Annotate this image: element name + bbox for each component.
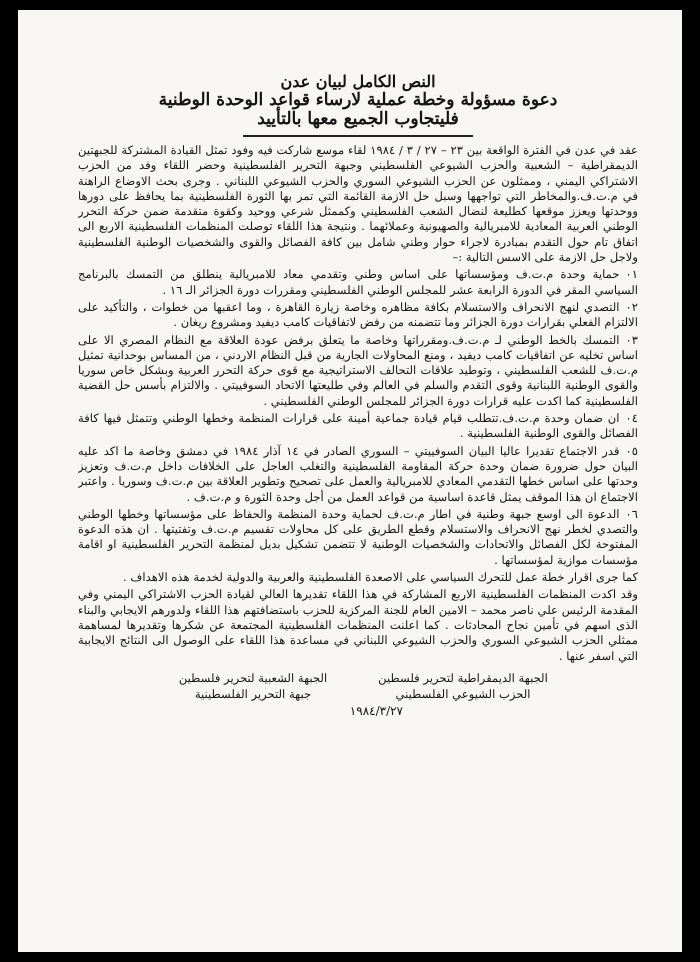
item-text: التصدي لنهج الانحراف والاستسلام بكافة مظاهره وخاصة زيارة القاهرة ، وما اعقبها من خطوات ، والتأكيد على الالتزام الفعلي بقرارات دورة الجزائر وما تتضمنه من رفض لاتفاقيات كامب ديفيد ومشروع ريغان . xyxy=(78,299,638,330)
list-item xyxy=(78,411,638,442)
signatory: جبهة التحرير الفلسطينية xyxy=(194,686,312,701)
header-divider xyxy=(243,135,473,137)
signatories xyxy=(158,670,558,702)
list-item xyxy=(78,267,638,298)
item-number: ٠٢ xyxy=(625,299,638,314)
item-text: قدر الاجتماع تقديرا عاليا البيان السوفييتي – السوري الصادر في ١٤ آذار ١٩٨٤ في دمشق وخاصة ما اكد عليه البيان حول ضرورة ضمان وحدة حركة المقاومة الفلسطينية والتغلب العاجل على الخلافات داخل م.ت.ف وتعزيز وحدتها على اساس خطها التقدمي المعادي للامبريالية والعمل على تصحيح وتطوير العلاقة بين م.ت.ف وسوريا . واعتبر الاجتماع ان هذا الموقف يمثل قاعدة اساسية من قواعد العمل من أجل وحدة الثورة و م.ت.ف . xyxy=(78,443,638,504)
closing-paragraph: وقد اكدت المنظمات الفلسطينية الاربع المشاركة في هذا اللقاء تقديرها العالي لقيادة الحزب الاشتراكي اليمني وفي المقدمة الرئيس علي ناصر محمد – الامين العام للجنة المركزية للحزب باستضافتهم هذا اللقاء ولدورهم الايجابي والبناء الذى اسهم في تأمين نجاح المحادثات . كما اعلنت المنظمات الفلسطينية المجتمعة عن شكرها وتقديرها لمساهمة ممثلي الحزب الشيوعي السوري والحزب الشيوعي اللبناني في مساعدة هذا اللقاء على الوصول الى النتائج الايجابية التي اسفر عنها . xyxy=(78,587,638,663)
list-item xyxy=(78,333,638,409)
item-number: ٠٥ xyxy=(625,443,638,458)
statement-header xyxy=(78,72,638,137)
statement-subtitle: دعوة مسؤولة وخطة عملية لارساء قواعد الوحدة الوطنية xyxy=(158,90,558,110)
list-item xyxy=(78,444,638,505)
statement-date: ١٩٨٤/٣/٢٧ xyxy=(349,703,403,718)
signatory: الجبهة الديمقراطية لتحرير فلسطين xyxy=(378,670,548,685)
statement-body xyxy=(78,72,638,902)
signatory: الجبهة الشعبية لتحرير فلسطين xyxy=(178,670,328,685)
item-text: حماية وحدة م.ت.ف ومؤسساتها على اساس وطني وتقدمي معاد للامبريالية ينطلق من التمسك بالبرنامج السياسي المقر في الدورة الرابعة عشر للمجلس الوطني الفلسطيني ومقررات دورة الجزائر الـ ١٦ . xyxy=(78,267,638,297)
statement-title: النص الكامل لبيان عدن xyxy=(280,72,436,91)
item-number: ٠٤ xyxy=(625,411,638,426)
list-item xyxy=(78,507,638,568)
item-text: التمسك بالخط الوطني لـ م.ت.ف.ومقرراتها وخاصة ما يتعلق برفض عودة العلاقة مع النظام المصري الا على اساس تخليه عن اتفاقيات كامب ديفيد ، ومنع المحاولات الجارية من قبل النظام الاردني ، من المساس بوحدانية تمثيل م.ت.ف للشعب الفلسطيني ، وتوطيد علاقات التحالف الاستراتيجية مع قوى حركة التحرر العربية وبشكل خاص سوريا والقوى الوطنية اللبنانية وقوى التقدم والسلم في العالم وفي طليعتها الاتحاد السوفييتي . والالتزام بأسس حل القضية الفلسطينية كما اكدت عليه قرارات دورة الجزائر للمجلس الوطني الفلسطيني . xyxy=(78,332,638,408)
item-text: ان ضمان وحدة م.ت.ف.تتطلب قيام قيادة جماعية أمينة على قرارات المنظمة وخطها الوطني وتتمثل فيها كافة الفصائل والقوى الوطنية الفلسطينية . xyxy=(78,411,638,441)
statement-slogan: فليتجاوب الجميع معها بالتأييد xyxy=(257,109,459,129)
document-page xyxy=(18,10,682,952)
closing-section xyxy=(78,570,638,664)
closing-paragraph: كما جرى اقرار خطة عمل للتحرك السياسي على الاصعدة الفلسطينية والعربية والدولية لخدمة هذه الاهداف . xyxy=(123,570,638,585)
item-number: ٠٦ xyxy=(625,506,638,521)
intro-paragraph: عقد في عدن في الفترة الواقعة بين ٢٣ – ٢٧ / ٣ / ١٩٨٤ لقاء موسع شاركت فيه وفود تمثل القيادة المشتركة للجبهتين الديمقراطية – الشعبية والحزب الشيوعي الفلسطيني وجبهة التحرير الفلسطينية وحضر اللقاء وفد من الحزب الاشتراكي اليمني ، وممثلون عن الحزب الشيوعي السوري والحزب الشيوعي اللبناني . وجرى بحث الاوضاع الراهنة في م.ت.ف.والمخاطر التي تواجهها وسبل حل الازمة القائمة التي تمر بها الثورة الفلسطينية بما يحافظ على دورها ووحدتها ويعزز موقعها كطليعة لنضال الشعب الفلسطيني وكممثل شرعي ووحيد وكقوة متقدمة ضمن حركة التحرر الوطني العربية المعادية للامبريالية والصهيونية وعملائهما . ونتيجة هذا اللقاء توصلت المنظمات الفلسطينية الاربع الى اتفاق تام حول التقدم بمبادرة لاجراء حوار وطني شامل بين كافة الفصائل والقوى والشخصيات الوطنية الفلسطينية ولاجل حل الازمة على الاسس التالية :– xyxy=(78,143,638,265)
item-text: الدعوة الى اوسع جبهة وطنية في اطار م.ت.ف لحماية وحدة المنظمة والحفاظ على مؤسساتها وخطها الوطني والتصدي لخطر نهج الانحراف والاستسلام وقطع الطريق على كل محاولات تقسيم م.ت.ف وتفتيتها . ان هذه الدعوة المفتوحة لكل الفصائل والاتحادات والشخصيات الوطنية لا تتضمن تشكيل بديل لمنظمة التحرير الفلسطينية او اقامة مؤسسات موازية لمؤسساتها . xyxy=(78,506,638,567)
item-number: ٠٣ xyxy=(625,332,638,347)
signatory: الحزب الشيوعي الفلسطيني xyxy=(395,686,531,701)
item-number: ٠١ xyxy=(625,267,638,282)
list-item xyxy=(78,300,638,331)
